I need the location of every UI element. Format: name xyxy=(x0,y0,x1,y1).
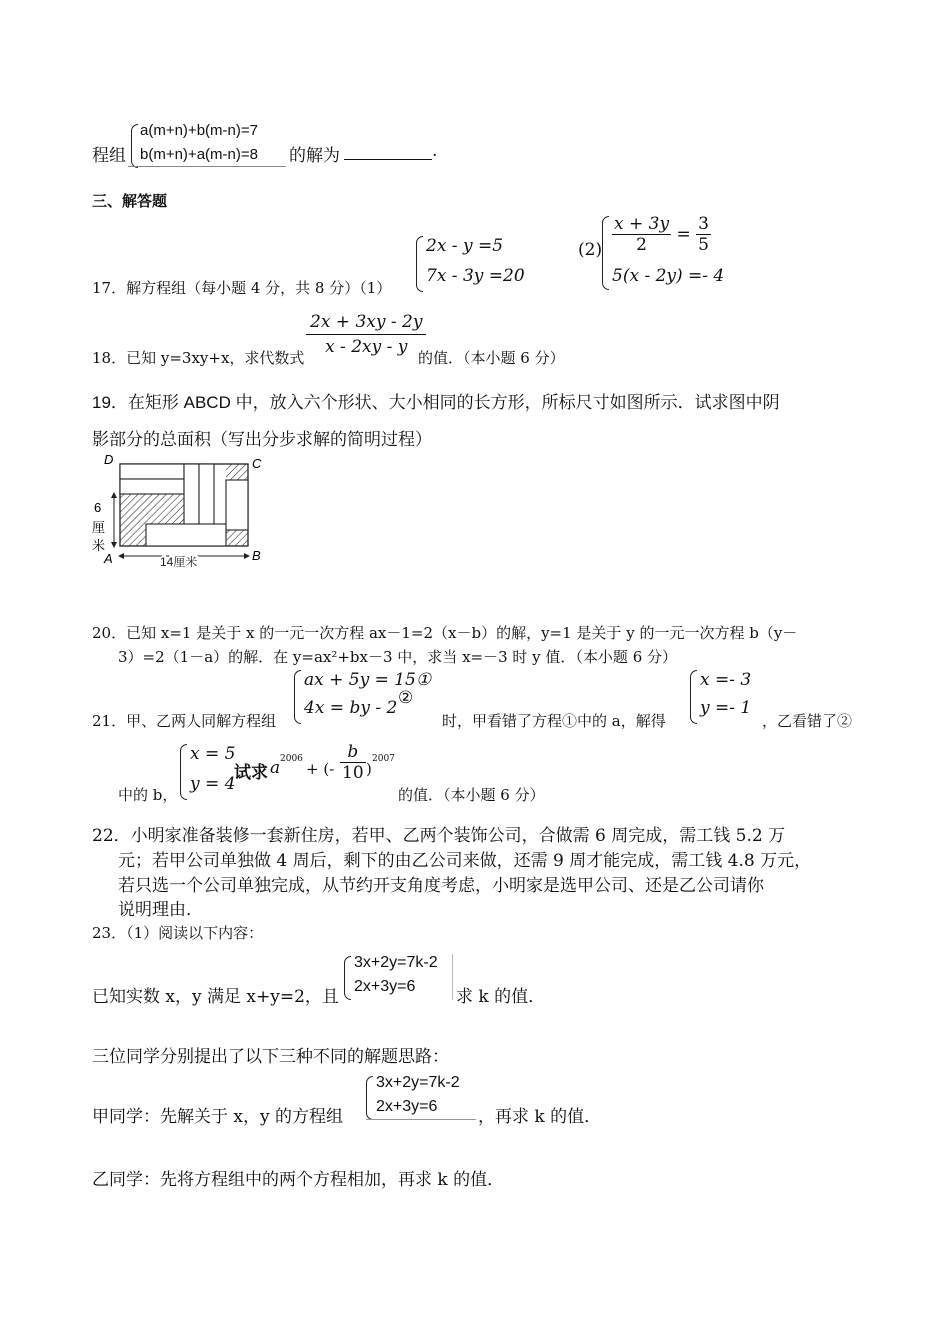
q20-line1: 20．已知 x=1 是关于 x 的一元一次方程 ax－1=2（x－b）的解，y=1 是关于 y 的一元一次方程 b（y－ xyxy=(92,624,798,642)
q17-sys1-eq2: 7x - 3y =20 xyxy=(426,266,525,286)
fig-label-six: 6 xyxy=(94,500,102,515)
q21-exp2: 2007 xyxy=(372,754,395,764)
q17-sys2-equals: = xyxy=(676,224,691,245)
q18-text: 18．已知 y=3xy+x，求代数式 xyxy=(92,349,305,367)
q21-sol2: y =- 1 xyxy=(700,698,752,718)
q20-line2: 3）=2（1－a）的解．在 y=ax²+bx－3 中，求当 x=－3 时 y 值．（本小题 6 分） xyxy=(118,648,678,666)
q21-ten: 10 xyxy=(342,763,364,783)
q17-sys2-rden: 5 xyxy=(698,235,709,255)
q17-sys2-den: 2 xyxy=(636,235,647,255)
q21-solution-system xyxy=(690,668,760,726)
q16-end: . xyxy=(432,141,438,161)
q18-fraction xyxy=(306,312,426,357)
q22-line3: 若只选一个公司单独完成，从节约开支角度考虑，小明家是选甲公司、还是乙公司请你 xyxy=(118,876,764,896)
q16-system xyxy=(128,122,288,168)
q21-mark2: ② xyxy=(398,688,414,708)
q21-exp1: 2006 xyxy=(280,754,303,764)
section-3-title: 三、解答题 xyxy=(92,192,168,210)
q17-label-2: (2) xyxy=(578,240,603,260)
q23-jia-system xyxy=(366,1074,478,1120)
fig-label-b: B xyxy=(252,548,261,563)
q21-line2-pre: 中的 b， xyxy=(118,786,178,804)
q21-a: a xyxy=(270,758,281,778)
q19-rectangle-figure xyxy=(88,452,268,570)
small-rect-6 xyxy=(146,524,226,546)
q21-expression xyxy=(180,742,400,802)
q21-plus: + (- xyxy=(306,760,335,778)
q17-system-2 xyxy=(602,214,742,290)
q21-text: 21．甲、乙两人同解方程组 xyxy=(92,712,277,730)
shaded-region-top-right xyxy=(226,464,248,480)
shaded-region-bottom-right xyxy=(226,530,248,546)
q17-sys2-rnum: 3 xyxy=(698,214,709,234)
q21-system xyxy=(294,668,432,726)
q23-eq1: 3x+2y=7k-2 xyxy=(354,954,438,971)
small-rect-3 xyxy=(184,464,199,528)
q17-text: 17．解方程组（每小题 4 分，共 8 分）（1） xyxy=(92,279,392,297)
q21-sol1: x =- 3 xyxy=(700,670,752,690)
q17-system-1 xyxy=(416,234,536,292)
q17-sys2-num: x + 3y xyxy=(614,214,670,234)
q23-yi: 乙同学：先将方程组中的两个方程相加，再求 k 的值． xyxy=(92,1170,505,1190)
fig-label-cm2: 米 xyxy=(92,538,106,553)
q18-num: 2x + 3xy - 2y xyxy=(306,312,426,335)
small-rect-5 xyxy=(226,480,248,530)
q16-eq2: b(m+n)+a(m-n)=8 xyxy=(140,146,258,163)
q23-given-end: 求 k 的值． xyxy=(456,987,546,1007)
q16-prefix: 程组 xyxy=(92,146,126,166)
q23-title: 23．（1）阅读以下内容： xyxy=(92,924,264,942)
q21-eq2: 4x = by - 2 xyxy=(304,698,398,718)
q23-jia-eq1: 3x+2y=7k-2 xyxy=(376,1074,460,1091)
fig-label-c: C xyxy=(252,456,262,471)
q17-sys1-eq1: 2x - y =5 xyxy=(426,236,504,256)
small-rect-4 xyxy=(199,464,214,528)
q21-mid: 时，甲看错了方程①中的 a，解得 xyxy=(442,712,666,730)
fig-label-bottom: 14厘米 xyxy=(160,555,198,569)
q23-intro: 三位同学分别提出了以下三种不同的解题思路： xyxy=(92,1047,449,1067)
q21-line2-end: 的值．（本小题 6 分） xyxy=(398,786,545,804)
q22-line4: 说明理由． xyxy=(118,900,203,920)
q21-s2: y = 4 xyxy=(190,774,236,794)
q18-suffix: 的值．（本小题 6 分） xyxy=(418,349,565,367)
q19-line2: 影部分的总面积（写出分步求解的简明过程） xyxy=(92,430,432,449)
q21-end: ，乙看错了② xyxy=(762,712,853,730)
q16-answer-blank[interactable] xyxy=(344,141,432,160)
q23-jia-pre: 甲同学：先解关于 x，y 的方程组 xyxy=(92,1107,343,1127)
q21-try: 试求 xyxy=(234,763,268,782)
q17-sys2-rhs-fraction xyxy=(696,214,711,255)
q23-jia-end: ，再求 k 的值． xyxy=(478,1107,602,1127)
q21-eq1: ax + 5y = 15① xyxy=(304,670,432,690)
q21-s1: x = 5 xyxy=(190,744,236,764)
q17-sys2-lhs-fraction xyxy=(612,214,671,255)
q23-given-pre: 已知实数 x，y 满足 x+y=2，且 xyxy=(92,987,339,1007)
small-rect-1 xyxy=(120,464,184,479)
q23-jia-eq2: 2x+3y=6 xyxy=(376,1098,438,1115)
q16-suffix: 的解为 xyxy=(289,146,340,166)
fig-label-d: D xyxy=(104,452,114,467)
q21-b: b xyxy=(340,742,366,763)
q17-sys2-eq2: 5(x - 2y) =- 4 xyxy=(612,266,725,286)
q23-eq2: 2x+3y=6 xyxy=(354,978,416,995)
q16-eq1: a(m+n)+b(m-n)=7 xyxy=(140,122,258,139)
q22-line2: 元；若甲公司单独做 4 周后，剩下的由乙公司来做，还需 9 周才能完成，需工钱 4.8 万元， xyxy=(118,851,812,871)
fig-label-cm1: 厘 xyxy=(92,520,106,535)
fig-label-a: A xyxy=(104,551,113,566)
q22-line1: 22．小明家准备装修一套新住房，若甲、乙两个装饰公司，合做需 6 周完成，需工钱 5.2 万 xyxy=(92,826,786,846)
q19-line1: 19．在矩形 ABCD 中，放入六个形状、大小相同的长方形，所标尺寸如图所示．试求图中阴 xyxy=(92,393,780,412)
small-rect-2 xyxy=(120,479,184,494)
q18-den: x - 2xy - y xyxy=(325,337,408,357)
q21-close: ) xyxy=(366,760,372,778)
q23-given-system xyxy=(344,954,454,1000)
